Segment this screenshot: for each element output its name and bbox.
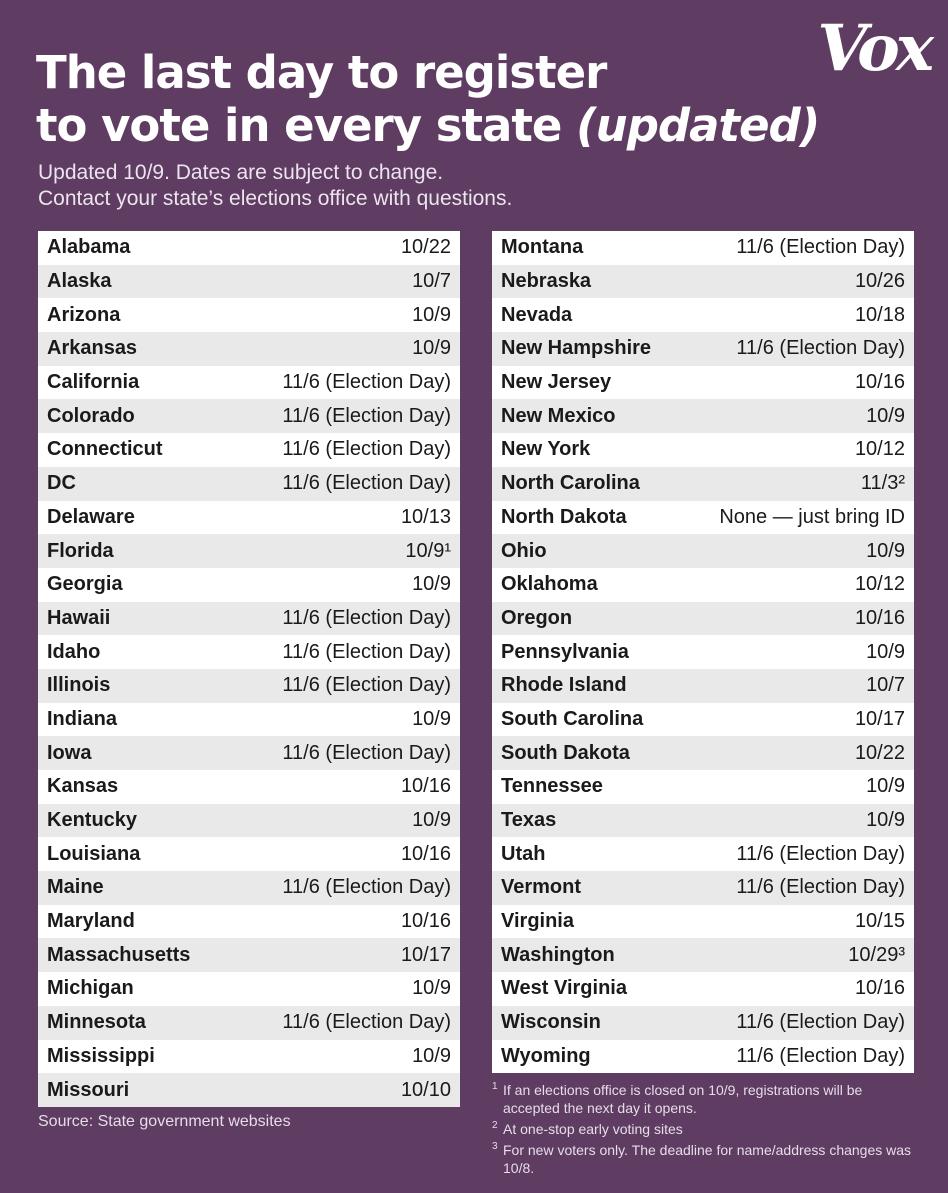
state-name: Massachusetts: [47, 943, 191, 966]
footnote: [492, 1081, 912, 1117]
state-name: Washington: [501, 943, 615, 966]
source-note: Source: State government websites: [38, 1113, 291, 1130]
table-row: [492, 501, 914, 535]
registration-deadline: 10/22: [400, 236, 451, 259]
registration-deadline: 11/6 (Election Day): [282, 1011, 451, 1034]
registration-deadline: 11/6 (Election Day): [282, 640, 451, 663]
state-name: Minnesota: [47, 1011, 146, 1034]
registration-deadline: 10/9: [866, 809, 905, 832]
table-row: [38, 1040, 460, 1074]
registration-deadline: 10/15: [854, 910, 905, 933]
state-name: Indiana: [47, 707, 118, 730]
table-row: [492, 837, 914, 871]
deadline-table-left: [38, 231, 460, 1107]
table-row: [38, 837, 460, 871]
table-row: [492, 770, 914, 804]
state-name: Utah: [501, 842, 546, 865]
state-name: Maine: [47, 876, 104, 899]
state-name: New York: [501, 438, 591, 461]
state-name: North Dakota: [501, 505, 627, 528]
registration-deadline: 11/6 (Election Day): [736, 876, 905, 899]
state-name: Mississippi: [47, 1044, 155, 1067]
registration-deadline: 10/9: [412, 337, 451, 360]
table-row: [38, 332, 460, 366]
state-name: Wisconsin: [501, 1011, 601, 1034]
state-name: Iowa: [47, 741, 92, 764]
registration-deadline: 10/9: [866, 404, 905, 427]
state-name: California: [47, 371, 140, 394]
state-name: Kentucky: [47, 809, 138, 832]
registration-deadline: 11/6 (Election Day): [736, 236, 905, 259]
state-name: Rhode Island: [501, 674, 627, 697]
registration-deadline: 11/6 (Election Day): [282, 741, 451, 764]
registration-deadline: 10/29³: [848, 943, 905, 966]
table-row: [492, 534, 914, 568]
registration-deadline: 11/6 (Election Day): [282, 876, 451, 899]
state-name: North Carolina: [501, 472, 640, 495]
table-row: [38, 1006, 460, 1040]
table-row: [38, 265, 460, 299]
registration-deadline: 10/9: [866, 539, 905, 562]
title-line-2: [36, 99, 819, 152]
state-name: Texas: [501, 809, 557, 832]
title-line-2-main: to vote in every state: [36, 99, 562, 152]
table-row: [492, 332, 914, 366]
registration-deadline: 11/6 (Election Day): [736, 337, 905, 360]
registration-deadline: 11/6 (Election Day): [736, 1044, 905, 1067]
state-name: Oklahoma: [501, 573, 598, 596]
footnotes: [492, 1081, 912, 1180]
footnote-marker: 2: [492, 1120, 498, 1131]
state-name: Colorado: [47, 404, 135, 427]
table-row: [38, 399, 460, 433]
table-row: [492, 298, 914, 332]
registration-deadline: 10/16: [854, 977, 905, 1000]
footnote-text: For new voters only. The deadline for name/address changes was 10/8.: [503, 1142, 912, 1176]
state-name: Delaware: [47, 505, 135, 528]
table-row: [38, 298, 460, 332]
state-name: Virginia: [501, 910, 574, 933]
registration-deadline: 10/16: [400, 775, 451, 798]
registration-deadline: 10/9: [412, 809, 451, 832]
footnote-marker: 1: [492, 1081, 498, 1092]
registration-deadline: 10/16: [854, 606, 905, 629]
state-name: Michigan: [47, 977, 134, 1000]
state-name: Kansas: [47, 775, 119, 798]
state-name: Alabama: [47, 236, 131, 259]
table-row: [492, 568, 914, 602]
table-row: [38, 669, 460, 703]
table-row: [492, 433, 914, 467]
registration-deadline: 10/9: [412, 573, 451, 596]
table-row: [492, 1006, 914, 1040]
state-name: New Mexico: [501, 404, 616, 427]
state-name: West Virginia: [501, 977, 627, 1000]
table-row: [38, 568, 460, 602]
table-row: [492, 938, 914, 972]
table-row: [492, 736, 914, 770]
registration-deadline: 10/26: [854, 270, 905, 293]
registration-deadline: 11/6 (Election Day): [282, 404, 451, 427]
table-row: [492, 602, 914, 636]
table-row: [38, 703, 460, 737]
table-row: [38, 467, 460, 501]
registration-deadline: 10/12: [854, 573, 905, 596]
registration-deadline: None — just bring ID: [719, 505, 905, 528]
state-name: Connecticut: [47, 438, 163, 461]
state-name: Pennsylvania: [501, 640, 629, 663]
registration-deadline: 10/13: [400, 505, 451, 528]
state-name: New Jersey: [501, 371, 612, 394]
table-row: [492, 265, 914, 299]
table-row: [492, 871, 914, 905]
table-row: [492, 635, 914, 669]
footnote-text: At one-stop early voting sites: [503, 1121, 683, 1137]
vox-logo: Vox: [817, 11, 930, 86]
table-row: [38, 433, 460, 467]
registration-deadline: 10/10: [400, 1078, 451, 1101]
registration-deadline: 11/6 (Election Day): [282, 438, 451, 461]
state-name: Ohio: [501, 539, 547, 562]
table-row: [38, 905, 460, 939]
table-row: [492, 467, 914, 501]
table-row: [492, 231, 914, 265]
state-name: Louisiana: [47, 842, 141, 865]
registration-deadline: 10/9: [412, 303, 451, 326]
registration-deadline: 11/6 (Election Day): [282, 606, 451, 629]
footnote: [492, 1141, 912, 1177]
state-name: Wyoming: [501, 1044, 591, 1067]
table-row: [38, 1073, 460, 1107]
state-name: South Carolina: [501, 707, 644, 730]
table-row: [492, 669, 914, 703]
registration-deadline: 10/9: [412, 1044, 451, 1067]
page-title: [36, 46, 819, 152]
state-name: Maryland: [47, 910, 135, 933]
state-name: Oregon: [501, 606, 573, 629]
table-row: [38, 938, 460, 972]
table-row: [492, 703, 914, 737]
state-name: Idaho: [47, 640, 101, 663]
state-name: South Dakota: [501, 741, 630, 764]
registration-deadline: 10/9¹: [405, 539, 451, 562]
state-name: Nebraska: [501, 270, 592, 293]
deadline-table-right: [492, 231, 914, 1073]
table-row: [492, 366, 914, 400]
registration-deadline: 10/16: [400, 842, 451, 865]
registration-deadline: 10/7: [412, 270, 451, 293]
state-name: Missouri: [47, 1078, 130, 1101]
registration-deadline: 10/7: [866, 674, 905, 697]
subtitle: [38, 160, 512, 212]
table-row: [38, 635, 460, 669]
registration-deadline: 11/6 (Election Day): [736, 1011, 905, 1034]
state-name: Alaska: [47, 270, 112, 293]
subtitle-line-1: Updated 10/9. Dates are subject to change.: [38, 161, 444, 184]
state-name: Hawaii: [47, 606, 111, 629]
table-row: [492, 972, 914, 1006]
registration-deadline: 10/17: [854, 707, 905, 730]
footnote: [492, 1120, 912, 1138]
registration-deadline: 10/16: [854, 371, 905, 394]
table-row: [38, 366, 460, 400]
table-row: [492, 905, 914, 939]
registration-deadline: 10/16: [400, 910, 451, 933]
registration-deadline: 11/6 (Election Day): [736, 842, 905, 865]
registration-deadline: 10/18: [854, 303, 905, 326]
table-row: [38, 602, 460, 636]
table-row: [492, 399, 914, 433]
footnote-text: If an elections office is closed on 10/9, registrations will be accepted the next day it opens.: [503, 1082, 863, 1116]
registration-deadline: 11/6 (Election Day): [282, 371, 451, 394]
table-row: [38, 534, 460, 568]
state-name: Nevada: [501, 303, 573, 326]
registration-deadline: 10/9: [866, 640, 905, 663]
table-row: [38, 736, 460, 770]
state-name: New Hampshire: [501, 337, 652, 360]
state-name: Montana: [501, 236, 584, 259]
title-updated: (updated): [576, 99, 820, 152]
state-name: DC: [47, 472, 76, 495]
table-row: [38, 871, 460, 905]
table-row: [492, 804, 914, 838]
registration-deadline: 11/6 (Election Day): [282, 674, 451, 697]
table-row: [38, 972, 460, 1006]
footnote-marker: 3: [492, 1141, 498, 1152]
state-name: Vermont: [501, 876, 582, 899]
state-name: Florida: [47, 539, 114, 562]
state-name: Illinois: [47, 674, 111, 697]
table-row: [38, 501, 460, 535]
state-name: Georgia: [47, 573, 123, 596]
registration-deadline: 11/6 (Election Day): [282, 472, 451, 495]
title-line-1: The last day to register: [36, 46, 607, 99]
table-row: [38, 770, 460, 804]
registration-deadline: 10/12: [854, 438, 905, 461]
table-row: [38, 804, 460, 838]
subtitle-line-2: Contact your state’s elections office with questions.: [38, 187, 513, 210]
state-name: Arkansas: [47, 337, 138, 360]
state-name: Tennessee: [501, 775, 603, 798]
registration-deadline: 10/9: [866, 775, 905, 798]
registration-deadline: 10/22: [854, 741, 905, 764]
state-name: Arizona: [47, 303, 121, 326]
registration-deadline: 10/17: [400, 943, 451, 966]
table-row: [38, 231, 460, 265]
registration-deadline: 11/3²: [860, 472, 905, 495]
table-row: [492, 1040, 914, 1074]
registration-deadline: 10/9: [412, 977, 451, 1000]
registration-deadline: 10/9: [412, 707, 451, 730]
